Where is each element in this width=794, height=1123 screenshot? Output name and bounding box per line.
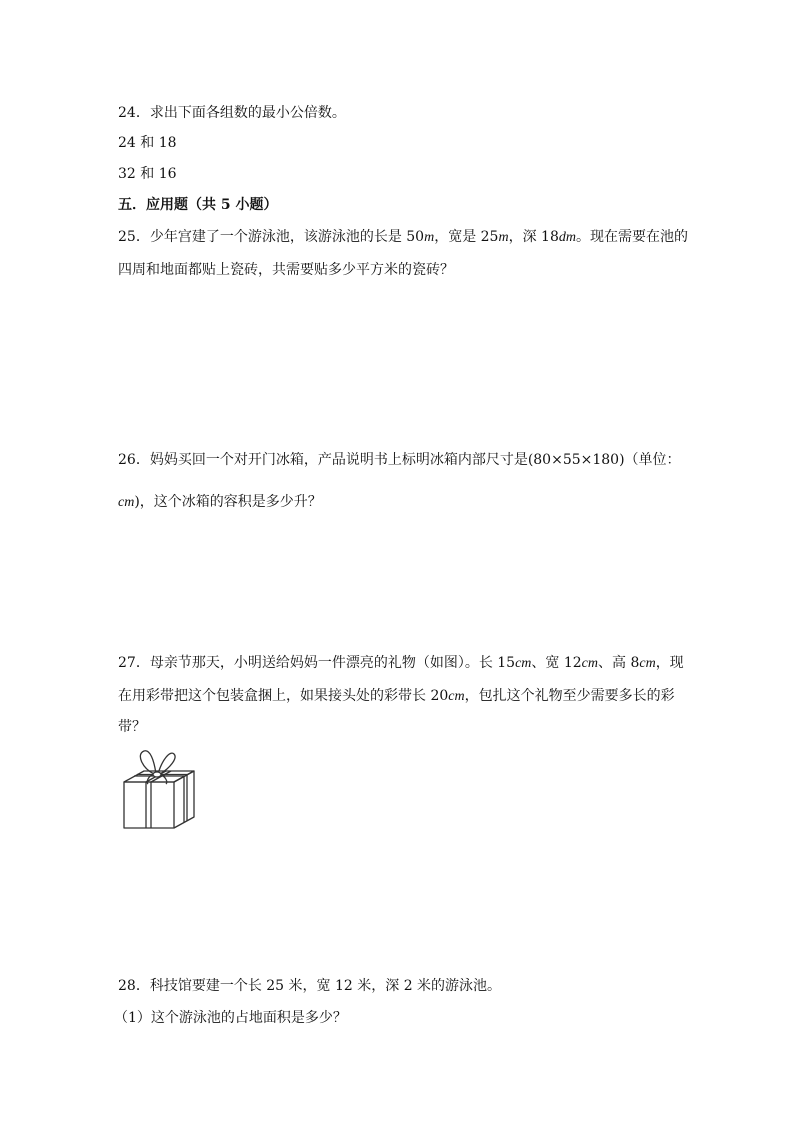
q24-text: 24．求出下面各组数的最小公倍数。 [118,105,346,121]
q26-line-1: 26．妈妈买回一个对开门冰箱，产品说明书上标明冰箱内部尺寸是(80×55×180)（单位： [118,452,681,468]
q27-text-e: 在用彩带把这个包装盒捆上，如果接头处的彩带长 20 [118,688,449,704]
q27-text-a: 27．母亲节那天，小明送给妈妈一件漂亮的礼物（如图）。长 15 [118,655,516,671]
q27-text-f: ，包扎这个礼物至少需要多长的彩 [464,688,675,704]
q27-unit-4: cm [448,689,465,704]
q25-text-c: ，深 18 [508,229,559,245]
q26-line-2 [118,492,322,513]
q28-line-1: 28．科技馆要建一个长 25 米，宽 12 米，深 2 米的游泳池。 [118,978,502,994]
q27-text-c: 、高 8 [598,655,640,671]
q27-text-d: ，现 [655,655,684,671]
q26-unit: cm [118,495,135,510]
section-heading: 五．应用题（共 5 小题） [118,197,278,213]
q26-text: )，这个冰箱的容积是多少升？ [134,494,322,510]
q27-line-1 [118,653,684,674]
q28-sub-1: （1）这个游泳池的占地面积是多少？ [114,1010,347,1026]
q27-text-b: 、宽 12 [531,655,582,671]
q24-pair-1: 24 和 18 [118,135,177,151]
q27-unit-1: cm [515,656,532,671]
q27-unit-3: cm [639,656,656,671]
q25-line-1 [118,227,688,248]
q25-text-d: 。现在需要在池的 [575,229,688,245]
q25-unit-1: m [424,230,435,245]
q27-line-2 [118,686,675,707]
q25-line-2: 四周和地面都贴上瓷砖，共需要贴多少平方米的瓷砖？ [118,262,454,278]
q25-unit-3: dm [558,230,576,245]
gift-box-icon [118,746,200,834]
q27-unit-2: cm [581,656,598,671]
q25-text-b: ，宽是 25 [434,229,499,245]
q25-unit-2: m [498,230,509,245]
q25-text-a: 25．少年宫建了一个游泳池，该游泳池的长是 50 [118,229,425,245]
q27-line-3: 带？ [118,719,146,735]
q24-pair-2: 32 和 16 [118,166,177,182]
